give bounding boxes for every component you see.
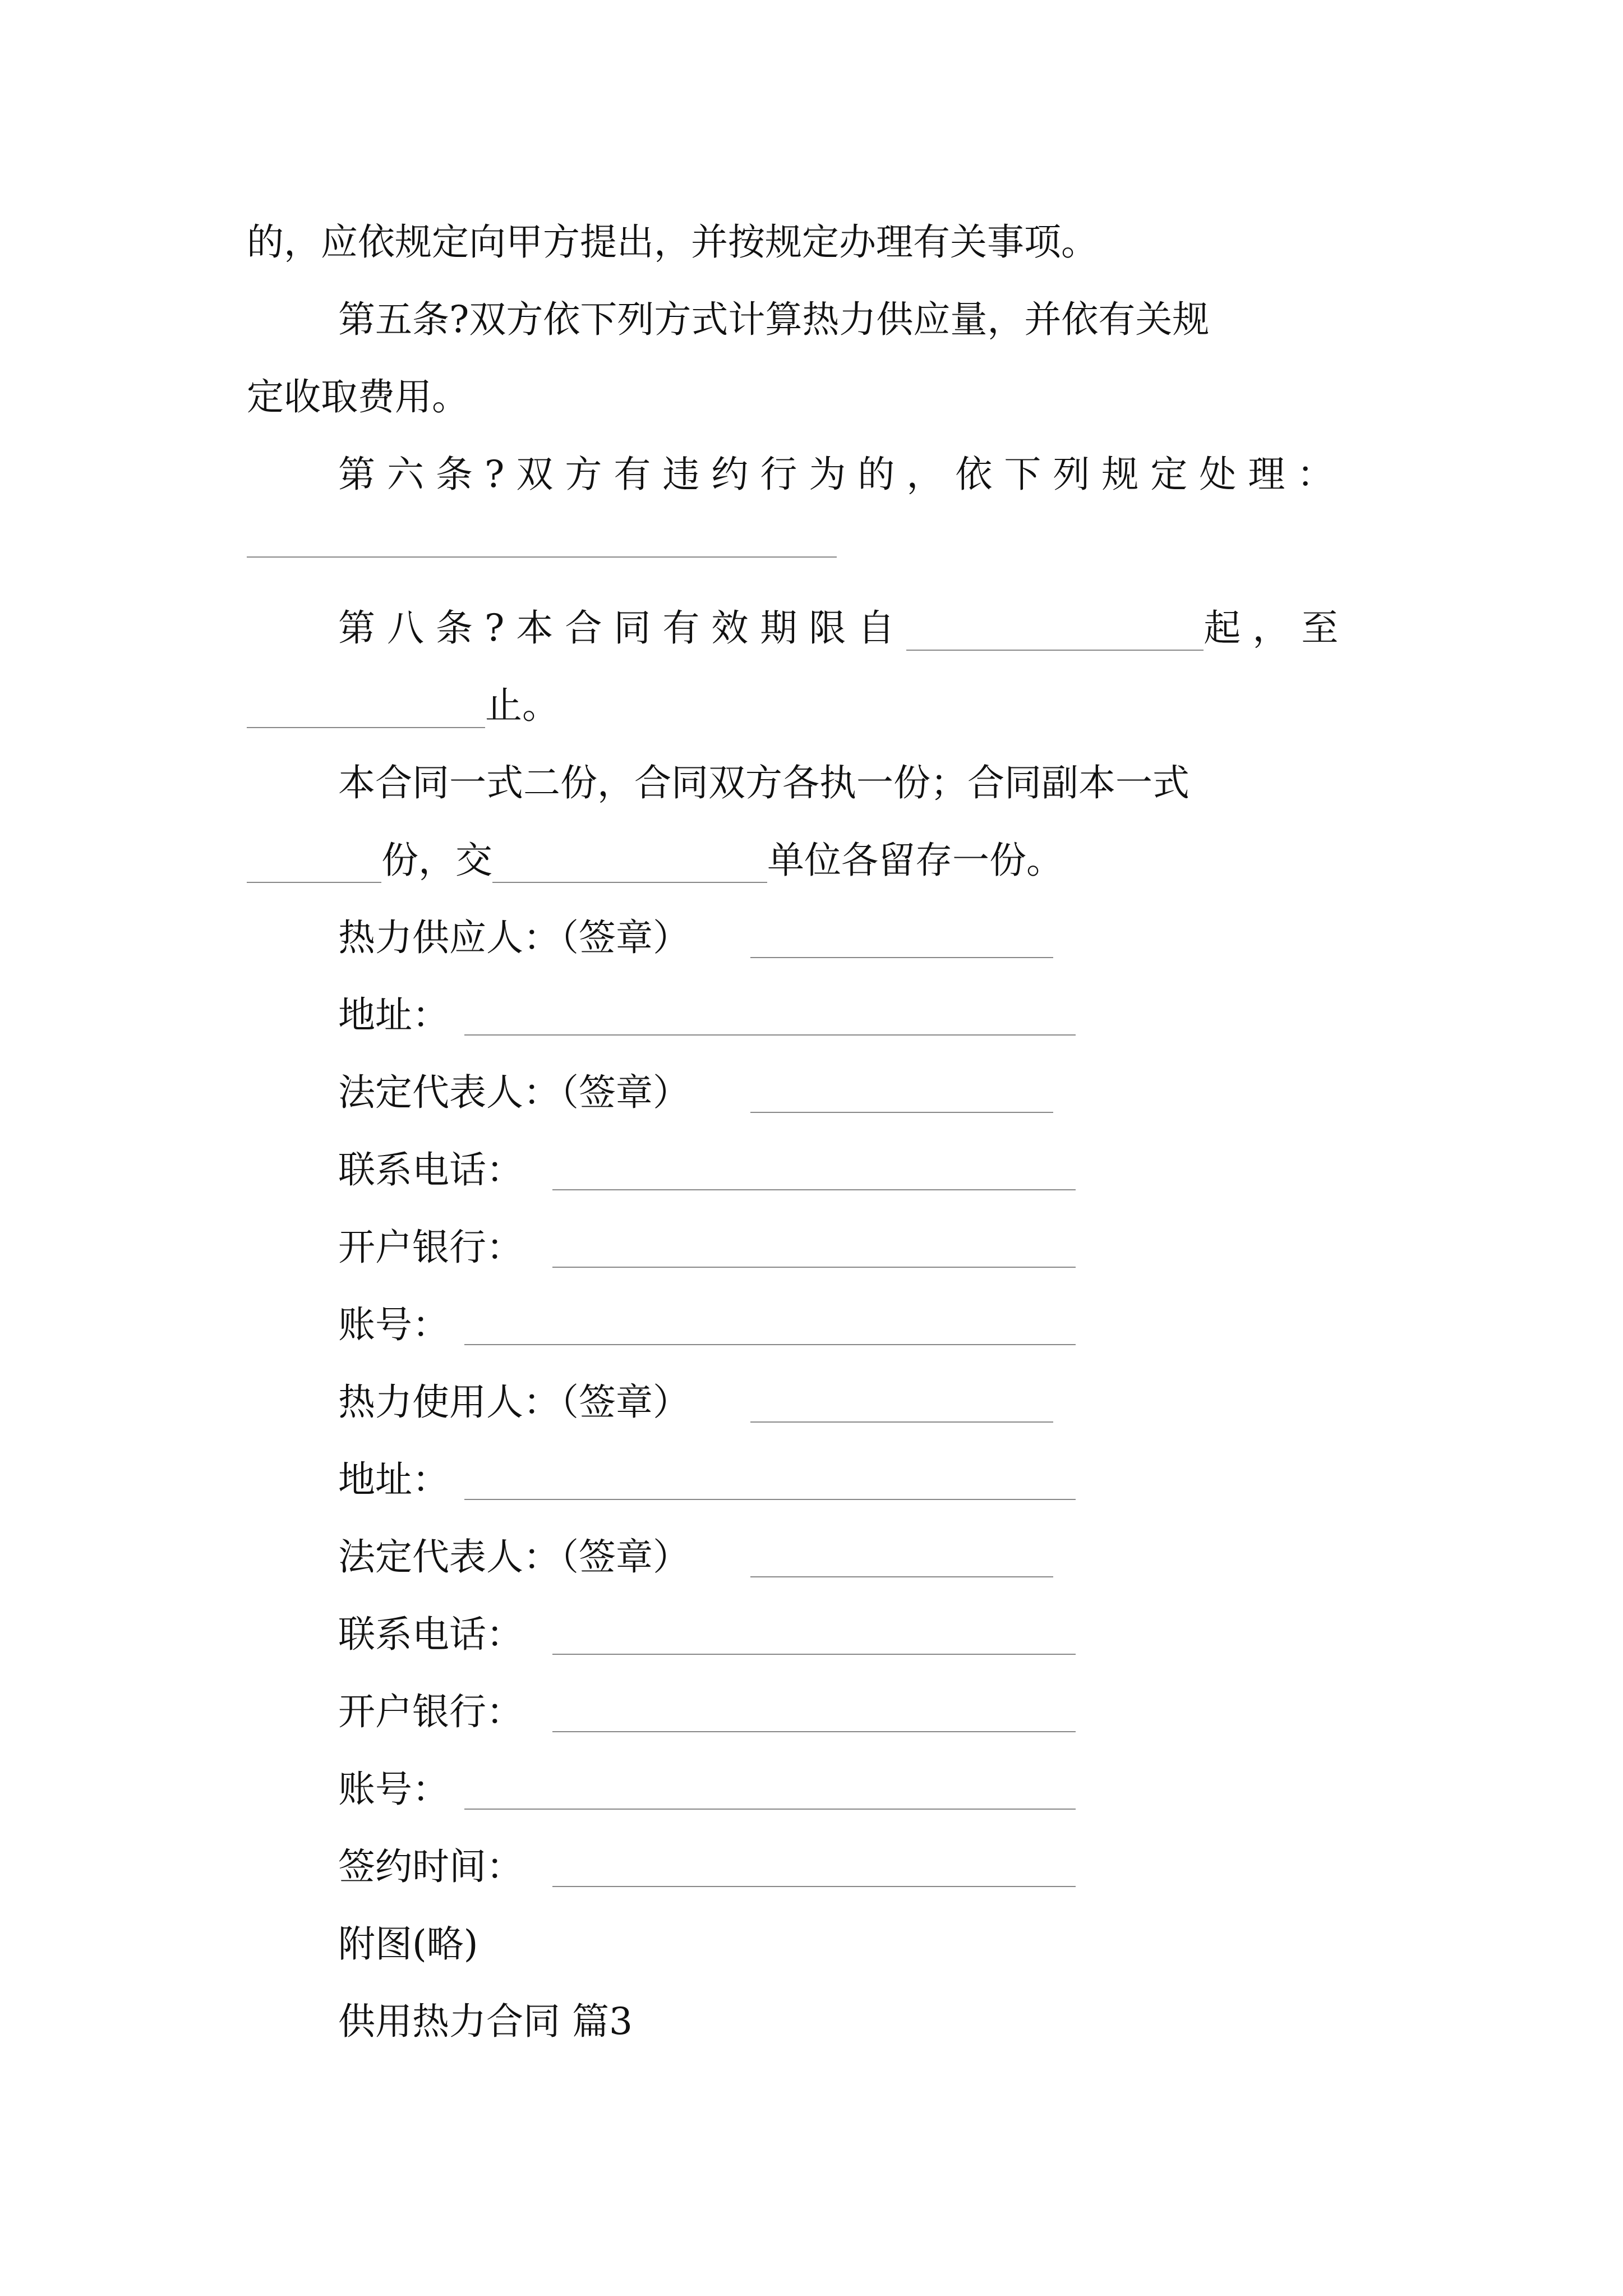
user-account-label: 账号： — [338, 1768, 449, 1811]
user-account-field[interactable] — [464, 1809, 1076, 1810]
copies-count-blank[interactable] — [247, 847, 381, 883]
next-section-title: 供用热力合同 篇3 — [338, 2000, 633, 2043]
supplier-account-field[interactable] — [464, 1344, 1076, 1345]
para-continuation: 的，应依规定向甲方提出，并按规定办理有关事项。 — [247, 220, 1098, 264]
supplier-phone-label: 联系电话： — [338, 1148, 523, 1191]
supplier-signature-field[interactable] — [750, 957, 1053, 958]
user-legal-rep-field[interactable] — [750, 1576, 1053, 1577]
supplier-legal-rep-label: 法定代表人：（签章） — [338, 1071, 690, 1114]
article-6-blank[interactable] — [247, 556, 837, 558]
user-bank-field[interactable] — [552, 1731, 1076, 1732]
sign-date-label: 签约时间： — [338, 1845, 523, 1888]
user-legal-rep-label: 法定代表人：（签章） — [338, 1535, 690, 1579]
user-signature-field[interactable] — [750, 1421, 1053, 1423]
article-5-line-1: 第五条?双方依下列方式计算热力供应量，并依有关规 — [338, 298, 1210, 341]
user-address-label: 地址： — [338, 1458, 449, 1501]
article-8-line-2: 止。 — [247, 683, 559, 728]
user-address-field[interactable] — [464, 1499, 1076, 1500]
supplier-bank-field[interactable] — [552, 1267, 1076, 1268]
start-date-blank[interactable] — [906, 615, 1204, 651]
article-5-line-2: 定收取费用。 — [247, 375, 469, 418]
copies-unit-blank[interactable] — [492, 847, 767, 883]
end-date-blank[interactable] — [247, 692, 485, 728]
appendix-note: 附图(略) — [338, 1922, 478, 1966]
supplier-legal-rep-field[interactable] — [750, 1112, 1053, 1113]
supplier-account-label: 账号： — [338, 1303, 449, 1346]
supplier-address-field[interactable] — [464, 1034, 1076, 1036]
supplier-bank-label: 开户银行： — [338, 1226, 523, 1269]
supplier-address-label: 地址： — [338, 993, 449, 1037]
copies-line-1: 本合同一式二份，合同双方各执一份；合同副本一式 — [338, 761, 1189, 804]
sign-date-field[interactable] — [552, 1886, 1076, 1887]
supplier-phone-field[interactable] — [552, 1189, 1076, 1190]
user-phone-field[interactable] — [552, 1654, 1076, 1655]
copies-line-2: 份，交 单位各留存一份。 — [247, 838, 1063, 883]
user-signature-label: 热力使用人：（签章） — [338, 1381, 690, 1424]
supplier-signature-label: 热力供应人：（签章） — [338, 916, 690, 959]
user-bank-label: 开户银行： — [338, 1690, 523, 1733]
article-8-line-1: 第八条?本合同有效期限自 起，至 — [338, 606, 1350, 650]
user-phone-label: 联系电话： — [338, 1613, 523, 1656]
article-6-line: 第六条?双方有违约行为的，依下列规定处理： — [338, 453, 1346, 496]
